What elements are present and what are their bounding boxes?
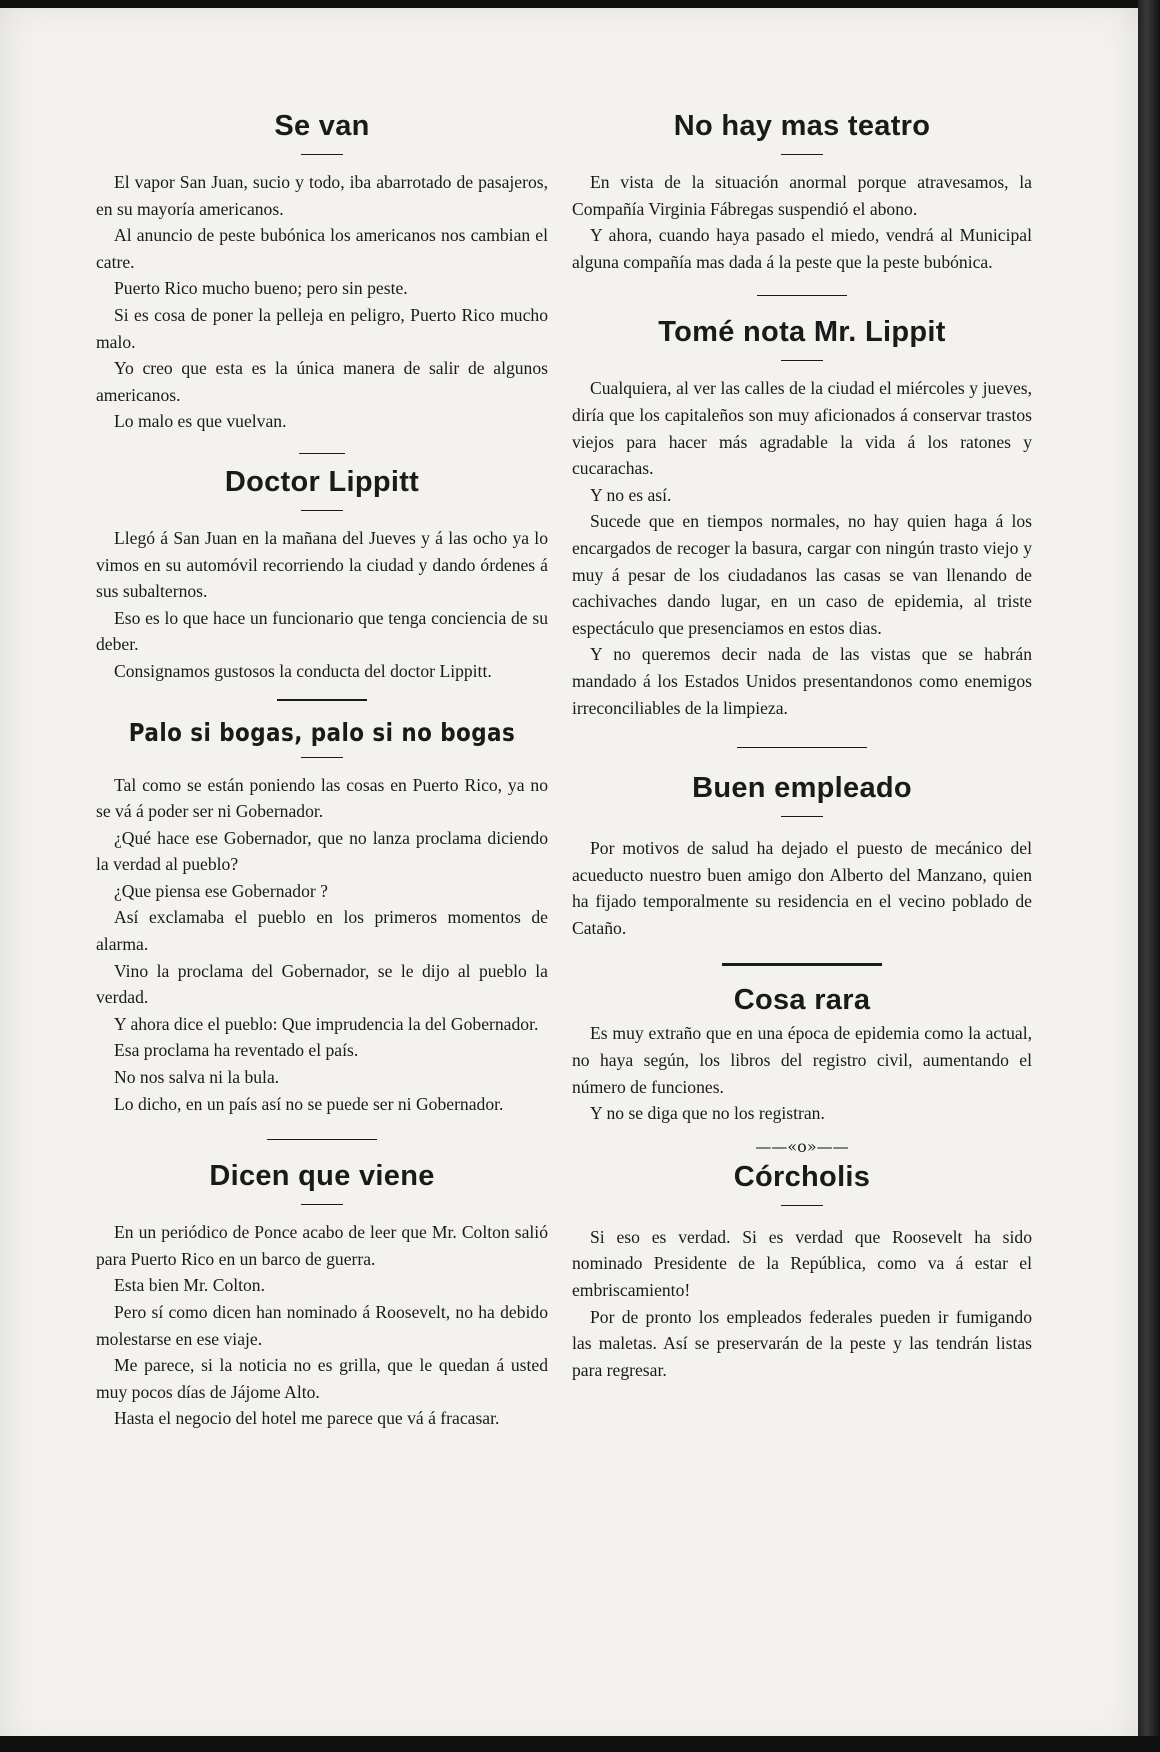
section-divider xyxy=(277,699,367,701)
headline: Buen empleado xyxy=(692,772,912,805)
article-buen-empleado xyxy=(572,768,1032,941)
article-se-van xyxy=(96,106,548,435)
article-tome-nota xyxy=(572,312,1032,721)
headline: Tomé nota Mr. Lippit xyxy=(658,316,946,349)
paragraph: Eso es lo que hace un funcionario que tenga conciencia de su deber. xyxy=(96,607,548,655)
section-divider xyxy=(757,295,847,296)
section-divider xyxy=(267,1139,377,1140)
headline: Palo si bogas, palo si no bogas xyxy=(128,717,516,747)
section-divider xyxy=(299,453,345,454)
paragraph: Por motivos de salud ha dejado el puesto de mecánico del acueducto nuestro buen amigo don Alberto del Manzano, quien ha fijado temporalmente su residencia en el vecino poblado de Cataño. xyxy=(572,838,1032,938)
scan-edge-right xyxy=(1138,0,1160,1752)
divider xyxy=(301,1204,343,1205)
divider xyxy=(781,1205,823,1206)
paragraph: Y ahora, cuando haya pasado el miedo, vendrá al Municipal alguna compañía mas dada á la peste que la peste bubónica. xyxy=(572,225,1032,272)
paragraph: Llegó á San Juan en la mañana del Jueves y á las ocho ya lo vimos en su automóvil recorriendo la ciudad y dando órdenes á sus subalternos. xyxy=(96,527,548,602)
paragraph: En un periódico de Ponce acabo de leer que Mr. Colton salió para Puerto Rico en un barco de guerra. xyxy=(96,1222,548,1269)
headline: Dicen que viene xyxy=(209,1160,435,1193)
paragraph: En vista de la situación anormal porque atravesamos, la Compañía Virginia Fábregas suspendió el abono. xyxy=(572,172,1032,219)
section-divider xyxy=(722,963,882,966)
headline: No hay mas teatro xyxy=(673,110,931,142)
right-column xyxy=(572,106,1032,1383)
paragraph: Me parece, si la noticia no es grilla, que le quedan á usted muy pocos días de Jájome Alto. xyxy=(96,1355,548,1402)
divider xyxy=(781,816,823,817)
paragraph: Al anuncio de peste bubónica los americanos nos cambian el catre. xyxy=(96,225,548,272)
paragraph: Hasta el negocio del hotel me parece que vá á fracasar. xyxy=(114,1408,500,1429)
article-doctor-lippitt xyxy=(96,462,548,685)
paragraph: Lo dicho, en un país así no se puede ser ni Gobernador. xyxy=(114,1093,504,1114)
scan-edge-top xyxy=(0,0,1160,8)
paragraph: Esa proclama ha reventado el país. xyxy=(114,1040,359,1061)
paragraph: Tal como se están poniendo las cosas en Puerto Rico, ya no se vá á poder ser ni Gobernador. xyxy=(96,774,548,822)
article-dicen-que-viene xyxy=(96,1156,548,1432)
divider xyxy=(301,757,343,758)
paragraph: Por de pronto los empleados federales pueden ir fumigando las maletas. Así se preservarán de la peste y las tendrán listas para regresar. xyxy=(572,1306,1032,1380)
ornament-divider: ——«o»—— xyxy=(755,1136,849,1156)
divider xyxy=(781,154,823,155)
paragraph: Y no es así. xyxy=(590,484,672,505)
divider xyxy=(781,360,823,361)
paragraph: ¿Que piensa ese Gobernador ? xyxy=(114,880,328,901)
paragraph: Consignamos gustosos la conducta del doctor Lippitt. xyxy=(114,660,492,681)
headline: Doctor Lippitt xyxy=(224,465,420,498)
divider xyxy=(301,510,343,511)
headline: Cosa rara xyxy=(733,984,871,1017)
article-corcholis xyxy=(572,1137,1032,1384)
paragraph: Vino la proclama del Gobernador, se le dijo al pueblo la verdad. xyxy=(96,960,548,1008)
paragraph: No nos salva ni la bula. xyxy=(114,1067,280,1088)
paragraph: Y no se diga que no los registran. xyxy=(590,1103,825,1124)
paragraph: Pero sí como dicen han nominado á Roosevelt, no ha debido molestarse en ese viaje. xyxy=(96,1302,548,1349)
headline: Se van xyxy=(274,110,370,142)
article-cosa-rara xyxy=(572,980,1032,1126)
article-palo-si-bogas xyxy=(96,713,548,1118)
left-column xyxy=(96,106,548,1432)
divider xyxy=(301,154,343,155)
paragraph: ¿Qué hace ese Gobernador, que no lanza proclama diciendo la verdad al pueblo? xyxy=(96,827,548,875)
paragraph: Lo malo es que vuelvan. xyxy=(114,411,287,432)
section-divider xyxy=(737,747,867,748)
paragraph: Sucede que en tiempos normales, no hay quien haga á los encargados de recoger la basura, cargar con ningún trasto viejo y muy á pesar de los ciudadanos las casas se van llenando de cachivaches dando lugar, en un caso de epidemia, al triste espectáculo que presenciamos en estos dias. xyxy=(572,511,1032,638)
paragraph: Y ahora dice el pueblo: Que imprudencia la del Gobernador. xyxy=(114,1013,539,1034)
paragraph: Si eso es verdad. Si es verdad que Roosevelt ha sido nominado Presidente de la República, como va á estar el embriscamiento! xyxy=(572,1226,1032,1301)
paragraph: Yo creo que esta es la única manera de salir de algunos americanos. xyxy=(96,358,548,405)
paragraph: Cualquiera, al ver las calles de la ciudad el miércoles y jueves, diría que los capitaleños son muy aficionados á conservar trastos viejos para hacer más agradable la vida á los ratones y cucarachas. xyxy=(572,378,1032,479)
paragraph: Así exclamaba el pueblo en los primeros momentos de alarma. xyxy=(96,907,548,955)
paragraph: Y no queremos decir nada de las vistas que se habrán mandado á los Estados Unidos presentandonos como enemigos irreconciliables de la limpieza. xyxy=(572,644,1032,718)
headline: Córcholis xyxy=(733,1160,871,1193)
article-no-hay-mas-teatro xyxy=(572,106,1032,275)
paragraph: Esta bien Mr. Colton. xyxy=(114,1275,266,1296)
paragraph: Es muy extraño que en una época de epidemia como la actual, no haya según, los libros del registro civil, aumentando el número de funciones. xyxy=(572,1023,1032,1097)
scan-edge-bottom xyxy=(0,1736,1160,1752)
paragraph: El vapor San Juan, sucio y todo, iba abarrotado de pasajeros, en su mayoría americanos. xyxy=(96,172,548,219)
paragraph: Si es cosa de poner la pelleja en peligro, Puerto Rico mucho malo. xyxy=(96,304,548,352)
paragraph: Puerto Rico mucho bueno; pero sin peste. xyxy=(114,278,408,299)
